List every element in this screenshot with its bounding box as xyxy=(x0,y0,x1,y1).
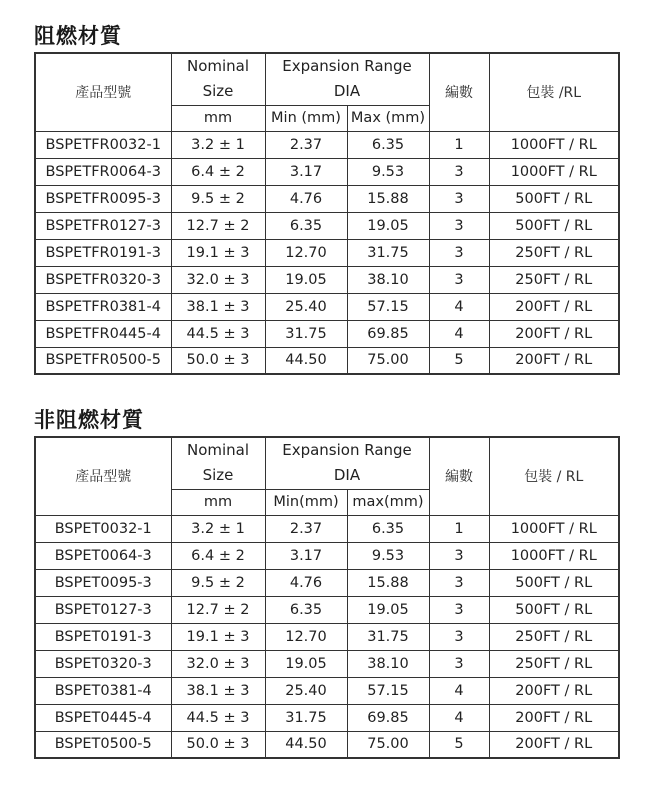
table-row xyxy=(35,596,619,623)
min-dia-cell: 6.35 xyxy=(265,212,347,239)
packing-cell: 200FT / RL xyxy=(489,731,619,758)
table-row xyxy=(35,704,619,731)
max-dia-cell: 69.85 xyxy=(347,704,429,731)
model-cell: BSPETFR0064-3 xyxy=(35,158,171,185)
nominal-size-cell: 9.5 ± 2 xyxy=(171,569,265,596)
min-dia-cell: 2.37 xyxy=(265,515,347,542)
packing-cell: 250FT / RL xyxy=(489,650,619,677)
header-expansion-line1: Expansion Range xyxy=(282,57,412,76)
strands-cell: 3 xyxy=(429,542,489,569)
min-dia-cell: 25.40 xyxy=(265,293,347,320)
packing-cell: 500FT / RL xyxy=(489,596,619,623)
model-cell: BSPETFR0191-3 xyxy=(35,239,171,266)
header-nominal xyxy=(171,437,265,489)
table-row xyxy=(35,515,619,542)
header-expansion-line2: DIA xyxy=(333,82,361,101)
header-expansion-line1: Expansion Range xyxy=(282,441,412,460)
nominal-size-cell: 32.0 ± 3 xyxy=(171,650,265,677)
min-dia-cell: 12.70 xyxy=(265,623,347,650)
nominal-size-cell: 44.5 ± 3 xyxy=(171,704,265,731)
header-min: Min(mm) xyxy=(265,489,347,515)
nominal-size-cell: 50.0 ± 3 xyxy=(171,731,265,758)
header-nominal xyxy=(171,53,265,105)
nominal-size-cell: 50.0 ± 3 xyxy=(171,347,265,374)
table-row xyxy=(35,677,619,704)
strands-cell: 4 xyxy=(429,677,489,704)
header-expansion xyxy=(265,437,429,489)
strands-cell: 1 xyxy=(429,131,489,158)
min-dia-cell: 2.37 xyxy=(265,131,347,158)
strands-cell: 1 xyxy=(429,515,489,542)
nominal-size-cell: 19.1 ± 3 xyxy=(171,623,265,650)
header-expansion-line2: DIA xyxy=(333,466,361,485)
header-model: 產品型號 xyxy=(35,437,171,515)
model-cell: BSPET0191-3 xyxy=(35,623,171,650)
max-dia-cell: 6.35 xyxy=(347,131,429,158)
strands-cell: 5 xyxy=(429,347,489,374)
max-dia-cell: 57.15 xyxy=(347,293,429,320)
packing-cell: 500FT / RL xyxy=(489,212,619,239)
header-model: 產品型號 xyxy=(35,53,171,131)
section-title: 非阻燃材質 xyxy=(34,408,144,432)
table-row xyxy=(35,293,619,320)
model-cell: BSPET0032-1 xyxy=(35,515,171,542)
strands-cell: 3 xyxy=(429,569,489,596)
header-nominal-line1: Nominal xyxy=(186,57,250,76)
model-cell: BSPET0381-4 xyxy=(35,677,171,704)
model-cell: BSPETFR0381-4 xyxy=(35,293,171,320)
max-dia-cell: 15.88 xyxy=(347,569,429,596)
max-dia-cell: 9.53 xyxy=(347,158,429,185)
max-dia-cell: 75.00 xyxy=(347,347,429,374)
min-dia-cell: 3.17 xyxy=(265,542,347,569)
nominal-size-cell: 44.5 ± 3 xyxy=(171,320,265,347)
packing-cell: 250FT / RL xyxy=(489,239,619,266)
strands-cell: 3 xyxy=(429,623,489,650)
strands-cell: 5 xyxy=(429,731,489,758)
strands-cell: 4 xyxy=(429,704,489,731)
min-dia-cell: 25.40 xyxy=(265,677,347,704)
table-row xyxy=(35,239,619,266)
max-dia-cell: 75.00 xyxy=(347,731,429,758)
strands-cell: 3 xyxy=(429,596,489,623)
packing-cell: 200FT / RL xyxy=(489,293,619,320)
max-dia-cell: 31.75 xyxy=(347,623,429,650)
section-title: 阻燃材質 xyxy=(34,24,122,48)
max-dia-cell: 69.85 xyxy=(347,320,429,347)
model-cell: BSPETFR0500-5 xyxy=(35,347,171,374)
model-cell: BSPET0095-3 xyxy=(35,569,171,596)
nominal-size-cell: 3.2 ± 1 xyxy=(171,515,265,542)
min-dia-cell: 12.70 xyxy=(265,239,347,266)
packing-cell: 250FT / RL xyxy=(489,266,619,293)
max-dia-cell: 38.10 xyxy=(347,266,429,293)
nominal-size-cell: 12.7 ± 2 xyxy=(171,212,265,239)
min-dia-cell: 3.17 xyxy=(265,158,347,185)
nominal-size-cell: 38.1 ± 3 xyxy=(171,677,265,704)
model-cell: BSPET0320-3 xyxy=(35,650,171,677)
min-dia-cell: 31.75 xyxy=(265,320,347,347)
model-cell: BSPETFR0127-3 xyxy=(35,212,171,239)
model-cell: BSPETFR0320-3 xyxy=(35,266,171,293)
model-cell: BSPET0500-5 xyxy=(35,731,171,758)
nominal-size-cell: 9.5 ± 2 xyxy=(171,185,265,212)
model-cell: BSPET0127-3 xyxy=(35,596,171,623)
header-packing: 包裝 / RL xyxy=(489,437,619,515)
header-strands: 編數 xyxy=(429,437,489,515)
header-max: Max (mm) xyxy=(347,105,429,131)
strands-cell: 3 xyxy=(429,239,489,266)
header-max: max(mm) xyxy=(347,489,429,515)
packing-cell: 1000FT / RL xyxy=(489,158,619,185)
min-dia-cell: 31.75 xyxy=(265,704,347,731)
min-dia-cell: 44.50 xyxy=(265,347,347,374)
strands-cell: 3 xyxy=(429,212,489,239)
spec-table xyxy=(34,436,620,759)
header-min: Min (mm) xyxy=(265,105,347,131)
model-cell: BSPETFR0095-3 xyxy=(35,185,171,212)
header-expansion xyxy=(265,53,429,105)
nominal-size-cell: 38.1 ± 3 xyxy=(171,293,265,320)
packing-cell: 1000FT / RL xyxy=(489,542,619,569)
model-cell: BSPET0064-3 xyxy=(35,542,171,569)
packing-cell: 200FT / RL xyxy=(489,704,619,731)
table-row xyxy=(35,131,619,158)
strands-cell: 3 xyxy=(429,185,489,212)
table-row xyxy=(35,731,619,758)
min-dia-cell: 19.05 xyxy=(265,650,347,677)
model-cell: BSPET0445-4 xyxy=(35,704,171,731)
max-dia-cell: 15.88 xyxy=(347,185,429,212)
min-dia-cell: 4.76 xyxy=(265,569,347,596)
model-cell: BSPETFR0032-1 xyxy=(35,131,171,158)
table-row xyxy=(35,320,619,347)
max-dia-cell: 19.05 xyxy=(347,212,429,239)
max-dia-cell: 9.53 xyxy=(347,542,429,569)
packing-cell: 200FT / RL xyxy=(489,347,619,374)
table-row xyxy=(35,212,619,239)
min-dia-cell: 19.05 xyxy=(265,266,347,293)
packing-cell: 250FT / RL xyxy=(489,623,619,650)
packing-cell: 500FT / RL xyxy=(489,569,619,596)
nominal-size-cell: 6.4 ± 2 xyxy=(171,542,265,569)
table-row xyxy=(35,569,619,596)
spec-table xyxy=(34,52,620,375)
header-unit: mm xyxy=(171,489,265,515)
header-nominal-line2: Size xyxy=(202,466,234,485)
min-dia-cell: 4.76 xyxy=(265,185,347,212)
max-dia-cell: 57.15 xyxy=(347,677,429,704)
packing-cell: 1000FT / RL xyxy=(489,515,619,542)
packing-cell: 1000FT / RL xyxy=(489,131,619,158)
nominal-size-cell: 12.7 ± 2 xyxy=(171,596,265,623)
table-row xyxy=(35,266,619,293)
min-dia-cell: 6.35 xyxy=(265,596,347,623)
nominal-size-cell: 6.4 ± 2 xyxy=(171,158,265,185)
table-row xyxy=(35,542,619,569)
table-row xyxy=(35,347,619,374)
min-dia-cell: 44.50 xyxy=(265,731,347,758)
strands-cell: 4 xyxy=(429,293,489,320)
nominal-size-cell: 32.0 ± 3 xyxy=(171,266,265,293)
max-dia-cell: 19.05 xyxy=(347,596,429,623)
strands-cell: 3 xyxy=(429,266,489,293)
nominal-size-cell: 3.2 ± 1 xyxy=(171,131,265,158)
header-strands: 編數 xyxy=(429,53,489,131)
table-row xyxy=(35,623,619,650)
max-dia-cell: 31.75 xyxy=(347,239,429,266)
model-cell: BSPETFR0445-4 xyxy=(35,320,171,347)
header-nominal-line1: Nominal xyxy=(186,441,250,460)
nominal-size-cell: 19.1 ± 3 xyxy=(171,239,265,266)
table-row xyxy=(35,158,619,185)
table-row xyxy=(35,650,619,677)
header-packing: 包裝 /RL xyxy=(489,53,619,131)
packing-cell: 500FT / RL xyxy=(489,185,619,212)
strands-cell: 3 xyxy=(429,158,489,185)
max-dia-cell: 38.10 xyxy=(347,650,429,677)
header-unit: mm xyxy=(171,105,265,131)
strands-cell: 4 xyxy=(429,320,489,347)
strands-cell: 3 xyxy=(429,650,489,677)
packing-cell: 200FT / RL xyxy=(489,320,619,347)
header-nominal-line2: Size xyxy=(202,82,234,101)
table-row xyxy=(35,185,619,212)
packing-cell: 200FT / RL xyxy=(489,677,619,704)
max-dia-cell: 6.35 xyxy=(347,515,429,542)
